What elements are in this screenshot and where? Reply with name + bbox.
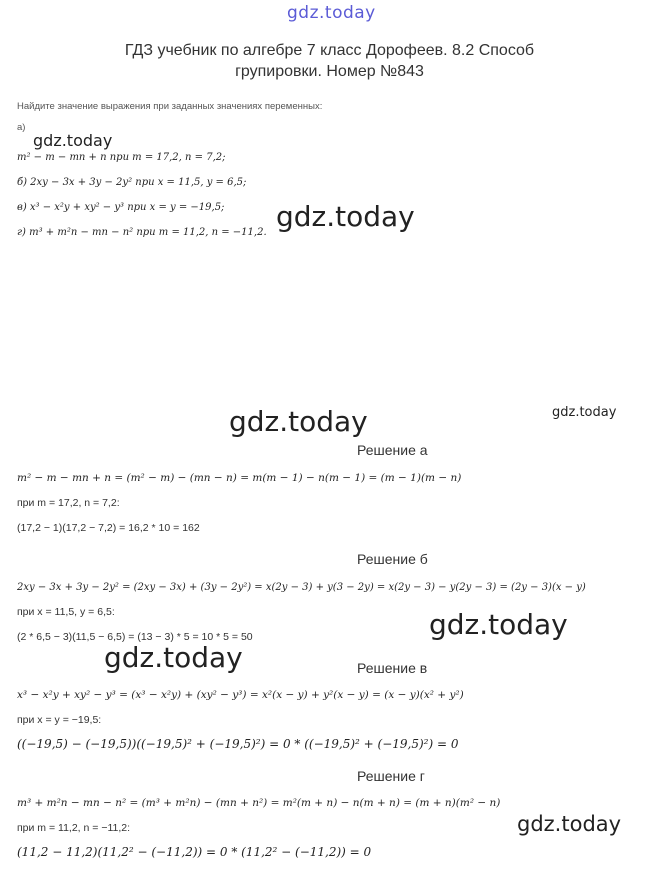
page-title-line-1: ГДЗ учебник по алгебре 7 класс Дорофеев. 8.2 Способ [124,42,535,59]
solution-g-condition: при m = 11,2, n = −11,2: [17,822,131,834]
task-item-b: б) 2xy − 3x + 3y − 2y² при x = 11,5, y = 6,5; [17,177,247,188]
page-title-line-2: групировки. Номер №843 [235,63,424,80]
watermark: gdz.today [104,641,243,674]
task-label-a: а) [17,122,26,133]
solution-v-condition: при x = y = −19,5: [17,714,102,726]
solution-g-formula: m³ + m²n − mn − n² = (m³ + m²n) − (mn + n²) = m²(m + n) − n(m + n) = (m + n)(m² − n) [17,797,501,809]
watermark: gdz.today [517,812,622,836]
solution-g-heading: Решение г [357,768,425,784]
task-intro: Найдите значение выражения при заданных значениях переменных: [17,101,323,112]
watermark: gdz.today [429,608,568,641]
solution-b-heading: Решение б [357,551,428,567]
watermark: gdz.today [552,405,617,420]
watermark: gdz.today [276,200,415,233]
solution-a-condition: при m = 17,2, n = 7,2: [17,497,120,509]
site-logo[interactable]: gdz.today [287,3,376,23]
solution-g-result: (11,2 − 11,2)(11,2² − (−11,2)) = 0 * (11,2² − (−11,2)) = 0 [17,845,372,859]
task-item-g: г) m³ + m²n − mn − n² при m = 11,2, n = −11,2. [17,227,267,238]
solution-v-heading: Решение в [357,660,428,676]
solution-a-result: (17,2 − 1)(17,2 − 7,2) = 16,2 * 10 = 162 [17,522,200,534]
solution-a-heading: Решение а [357,442,428,458]
solution-b-formula: 2xy − 3x + 3y − 2y² = (2xy − 3x) + (3y − 2y²) = x(2y − 3) + y(3 − 2y) = x(2y − 3) − y(2y − 3) = (2y − 3)(x − y) [17,582,586,593]
watermark: gdz.today [229,405,368,438]
solution-v-result: ((−19,5) − (−19,5))((−19,5)² + (−19,5)²) = 0 * ((−19,5)² + (−19,5)²) = 0 [17,737,459,751]
watermark: gdz.today [33,131,113,150]
task-item-a: m² − m − mn + n при m = 17,2, n = 7,2; [17,152,226,163]
solution-v-formula: x³ − x²y + xy² − y³ = (x³ − x²y) + (xy² − y³) = x²(x − y) + y²(x − y) = (x − y)(x² + y²) [17,689,464,701]
solution-b-result: (2 * 6,5 − 3)(11,5 − 6,5) = (13 − 3) * 5 = 10 * 5 = 50 [17,631,253,643]
task-item-v: в) x³ − x²y + xy² − y³ при x = y = −19,5; [17,202,225,213]
solution-b-condition: при x = 11,5, y = 6,5: [17,606,115,618]
page-title [0,40,659,82]
solution-a-formula: m² − m − mn + n = (m² − m) − (mn − n) = m(m − 1) − n(m − 1) = (m − 1)(m − n) [17,472,462,484]
